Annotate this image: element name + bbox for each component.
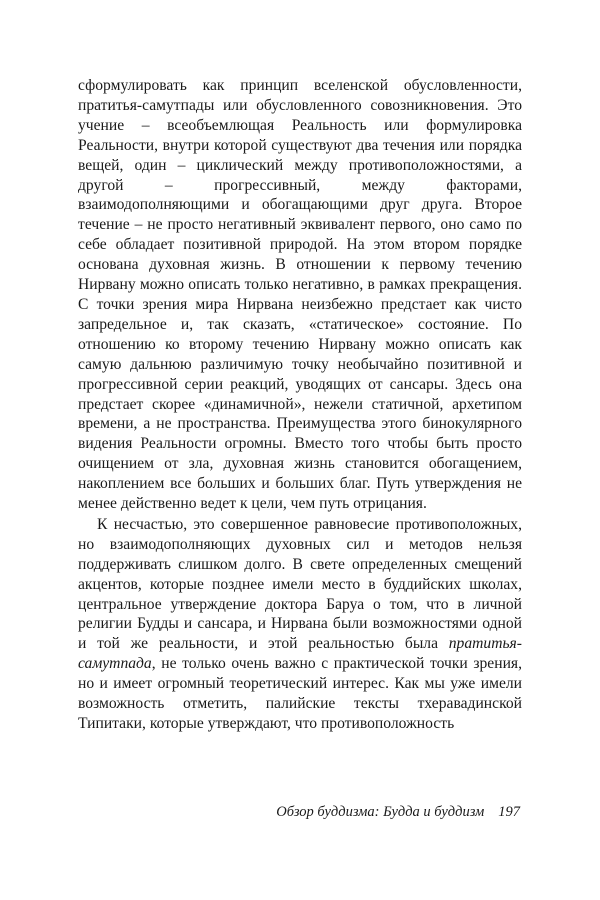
body-text xyxy=(78,76,522,734)
paragraph-2-text-end: , не только очень важно с практической точки зрения, но и имеет огромный теоретический интерес. Как мы уже имели возможность отметить, палийские тексты тхеравадинской Типитаки, которые утверждают, что противоположность xyxy=(78,655,522,732)
page-number: 197 xyxy=(498,804,520,820)
running-title: Обзор буддизма: Будда и буддизм xyxy=(276,804,485,820)
running-footer xyxy=(276,804,520,821)
paragraph-2-text-start: К несчастью, это совершенное равновесие противоположных, но взаимодополняющих духовных сил и методов нельзя поддерживать слишком долго. В свете определенных смещений акцентов, которые позднее имели место в буддийских школах, центральное утверждение доктора Баруа о том, что в личной религии Будды и сансара, и Нирвана были возможностями одной и той же реальности, и этой реальностью была xyxy=(78,515,522,653)
paragraph-1: сформулировать как принцип вселенской обусловленности, пратитья-самутпады или обусловленного совозникновения. Это учение – всеобъемлющая Реальность или формулировка Реальности, внутри которой существуют два течения или порядка вещей, один – циклический между противоположностями, а другой – прогрессивный, между факторами, взаимодополняющими и обогащающими друг друга. Второе течение – не просто негативный эквивалент первого, оно само по себе обладает позитивной природой. На этом втором порядке основана духовная жизнь. В отношении к первому течению Нирвану можно описать только негативно, в рамках прекращения. С точки зрения мира Нирвана неизбежно предстает как чисто запредельное и, так сказать, «статическое» состояние. По отношению ко второму течению Нирвану можно описать как самую дальнюю различимую точку необычайно позитивной и прогрессивной серии реакций, уводящих от сансары. Здесь она предстает скорее «динамичной», нежели статичной, архетипом времени, а не пространства. Преимущества этого бинокулярного видения Реальности огромны. Вместо того чтобы быть просто очищением от зла, духовная жизнь становится обогащением, накоплением все больших и больших благ. Путь утверждения не менее действенно ведет к цели, чем путь отрицания. xyxy=(78,77,522,513)
paragraph-2 xyxy=(78,515,522,734)
italic-term: пратитья-самутпада xyxy=(78,635,522,673)
